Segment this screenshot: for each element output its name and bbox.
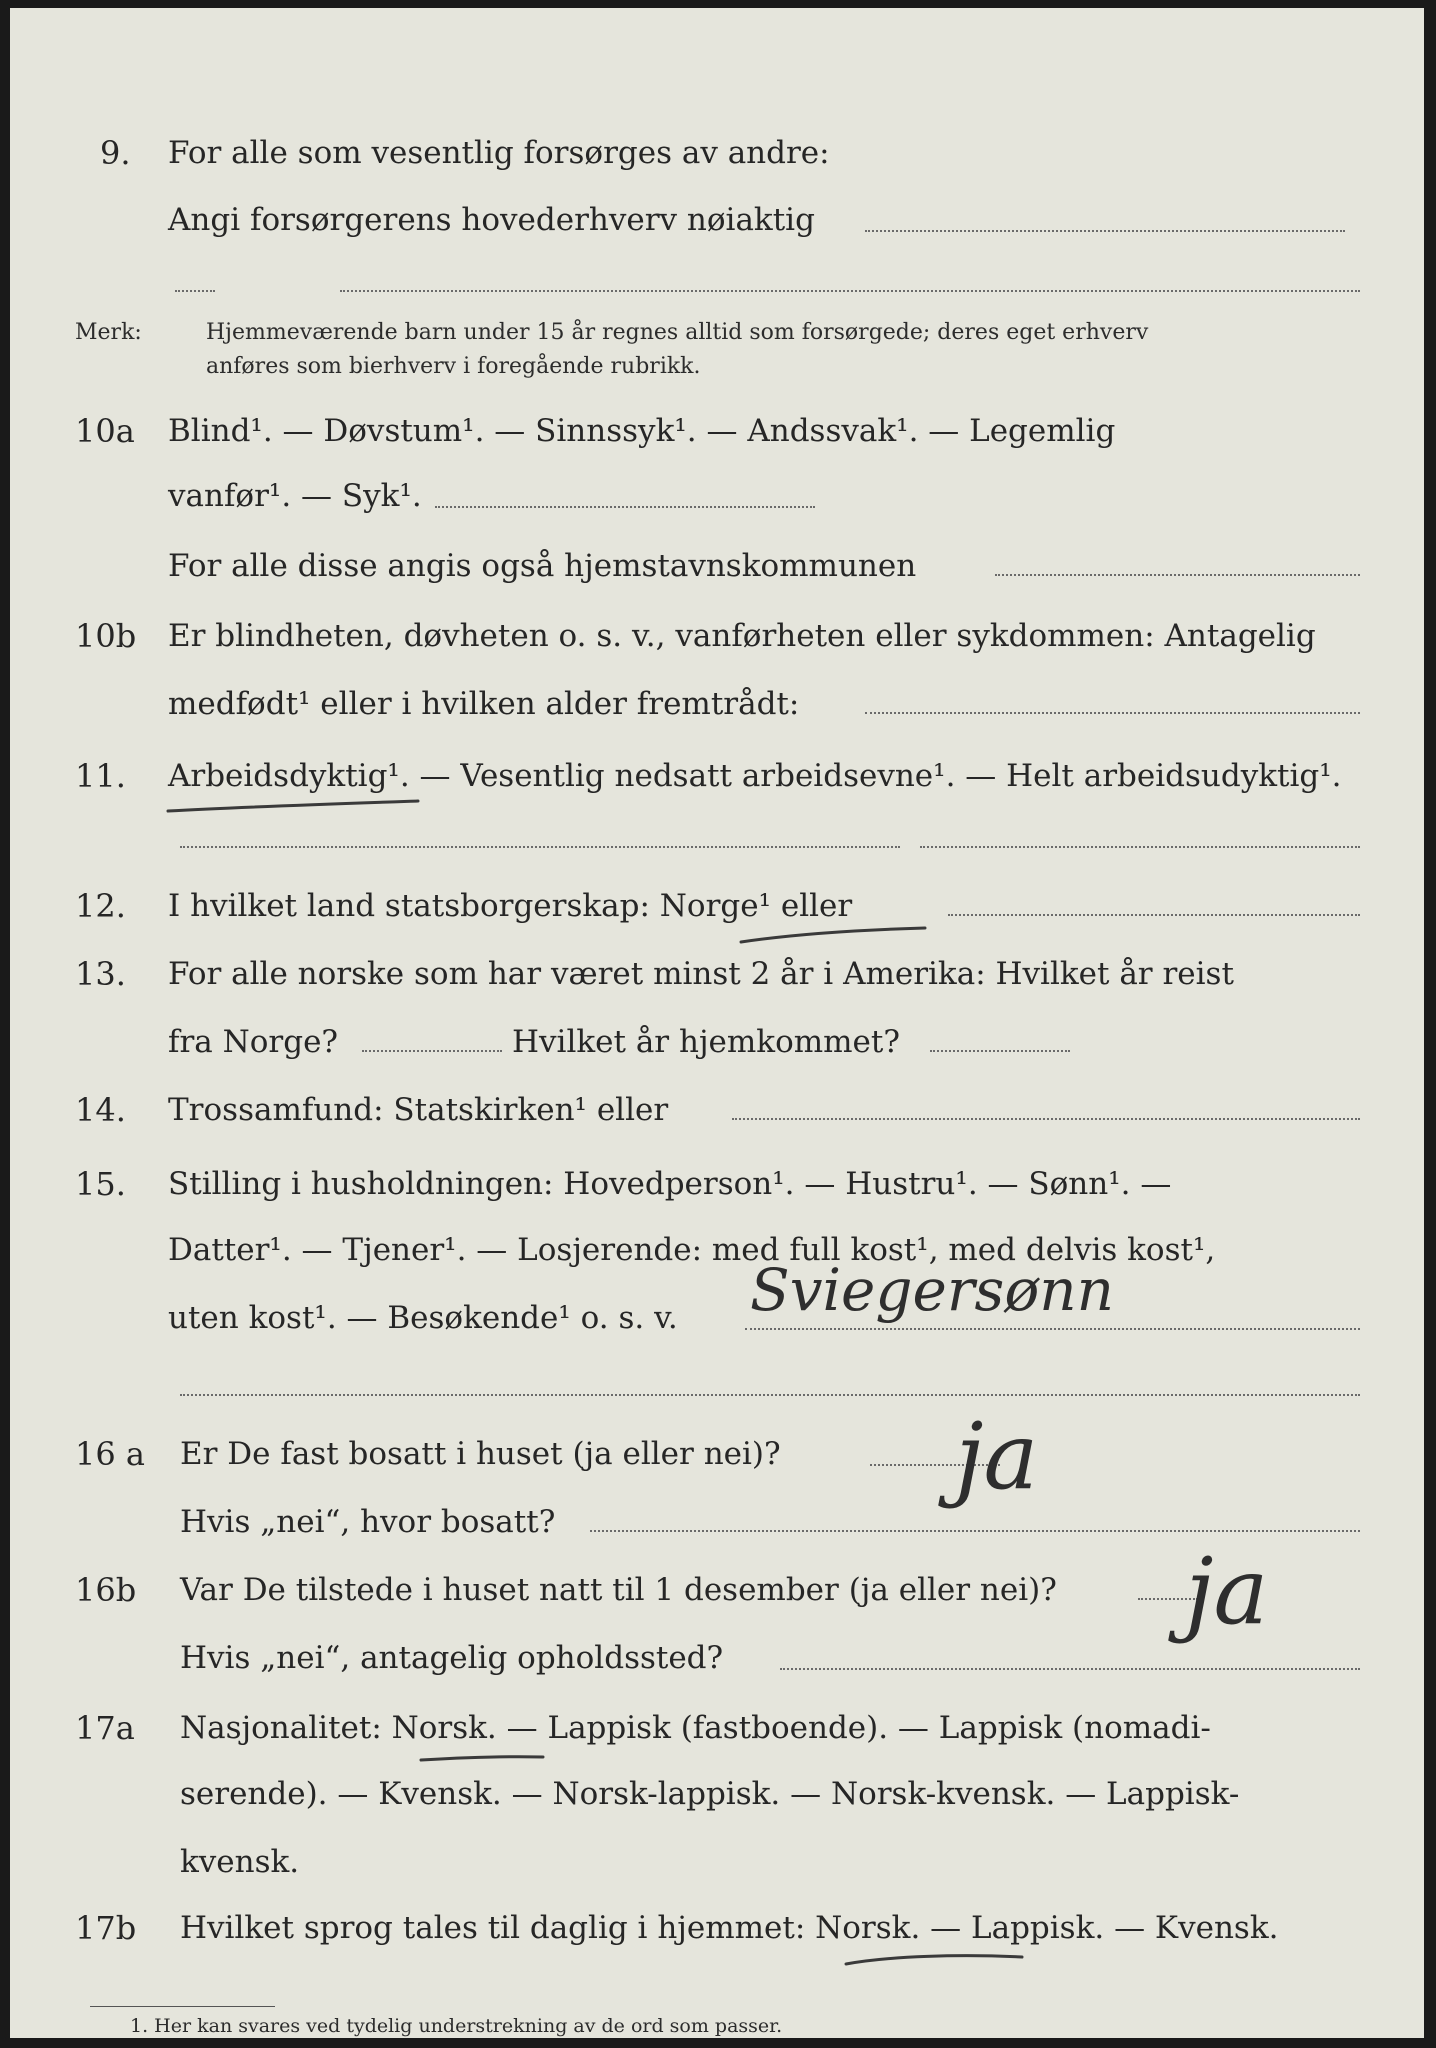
q16a-question-line2: Hvis „nei“, hvor bosatt? (180, 1504, 556, 1540)
q17a-number: 17a (75, 1709, 135, 1747)
q17a-question-line2: serende). — Kvensk. — Norsk-lappisk. — Norsk-kvensk. — Lappisk- (180, 1776, 1240, 1812)
q16b-number: 16b (75, 1571, 137, 1609)
merk-note-line2: anføres som bierhverv i foregående rubrikk. (206, 354, 701, 379)
q10b-number: 10b (75, 617, 137, 655)
q12-number: 12. (75, 887, 126, 925)
q9-answer-line (865, 230, 1345, 232)
q9-answer-line-2b (340, 290, 1360, 292)
q10b-answer-line (865, 712, 1360, 714)
q16b-question-line2: Hvis „nei“, antagelig opholdssted? (180, 1640, 724, 1676)
q13-year-returned-line (930, 1050, 1070, 1052)
q10a-question: Blind¹. — Døvstum¹. — Sinnssyk¹. — Andssvak¹. — Legemlig (168, 413, 1116, 449)
q16a-residence-line (590, 1530, 1360, 1532)
q15-question: Stilling i husholdningen: Hovedperson¹. — Hustru¹. — Sønn¹. — (168, 1166, 1172, 1202)
q13-question: For alle norske som har været minst 2 år i Amerika: Hvilket år reist (168, 956, 1234, 992)
q17a-underline-mark (415, 1752, 555, 1766)
q16b-question: Var De tilstede i huset natt til 1 desember (ja eller nei)? (180, 1572, 1057, 1608)
q16b-location-line (780, 1668, 1360, 1670)
q16b-handwritten-answer: ja (1185, 1538, 1269, 1645)
q15-question-line3: uten kost¹. — Besøkende¹ o. s. v. (168, 1300, 678, 1336)
q16a-question: Er De fast bosatt i huset (ja eller nei)? (180, 1436, 781, 1472)
q15-extra-line (180, 1394, 1360, 1396)
q13-year-left-line (362, 1050, 502, 1052)
q11-number: 11. (75, 757, 126, 795)
q15-answer-line (745, 1328, 1360, 1330)
q12-answer-line (948, 914, 1360, 916)
census-form-page (10, 8, 1424, 2038)
q14-number: 14. (75, 1091, 126, 1129)
q10a-question-line3: For alle disse angis også hjemstavnskommunen (168, 548, 917, 584)
q11-answer-line-b (920, 846, 1360, 848)
q13-number: 13. (75, 955, 126, 993)
footnote: 1. Her kan svares ved tydelig understrekning av de ord som passer. (130, 2015, 783, 2037)
q17a-question: Nasjonalitet: Norsk. — Lappisk (fastboende). — Lappisk (nomadi- (180, 1710, 1211, 1746)
q16a-number: 16 a (75, 1435, 145, 1473)
q12-underline-mark (735, 922, 935, 948)
q17b-number: 17b (75, 1909, 137, 1947)
q17b-underline-mark (840, 1948, 1030, 1970)
q9-number: 9. (100, 134, 131, 172)
q9-question-line2: Angi forsørgerens hovederhverv nøiaktig (168, 202, 815, 238)
q15-number: 15. (75, 1165, 126, 1203)
footnote-rule (90, 2006, 275, 2007)
q17a-question-line3: kvensk. (180, 1844, 300, 1880)
q10a-question-line2: vanfør¹. — Syk¹. (168, 478, 422, 514)
q11-question: Arbeidsdyktig¹. — Vesentlig nedsatt arbeidsevne¹. — Helt arbeidsudyktig¹. (168, 758, 1342, 794)
q15-handwritten-answer: Sviegersønn (750, 1256, 1114, 1324)
q17b-question: Hvilket sprog tales til daglig i hjemmet: Norsk. — Lappisk. — Kvensk. (180, 1910, 1279, 1946)
q9-answer-line-2a (175, 290, 215, 292)
q10b-question-line2: medfødt¹ eller i hvilken alder fremtrådt: (168, 686, 800, 722)
q14-question: Trossamfund: Statskirken¹ eller (168, 1092, 669, 1128)
q15-question-line2: Datter¹. — Tjener¹. — Losjerende: med full kost¹, med delvis kost¹, (168, 1232, 1216, 1268)
q10b-question: Er blindheten, døvheten o. s. v., vanførheten eller sykdommen: Antagelig (168, 618, 1316, 654)
merk-note-line1: Hjemmeværende barn under 15 år regnes alltid som forsørgede; deres eget erhverv (206, 320, 1149, 345)
q13-question-line2a: fra Norge? (168, 1024, 339, 1060)
q9-question: For alle som vesentlig forsørges av andre: (168, 135, 830, 171)
q10a-number: 10a (75, 412, 135, 450)
q11-answer-line-a (180, 846, 900, 848)
q11-underline-mark (160, 798, 430, 818)
q10a-hometown-line (995, 574, 1360, 576)
q14-answer-line (732, 1118, 1360, 1120)
merk-label: Merk: (75, 320, 142, 345)
q12-question: I hvilket land statsborgerskap: Norge¹ eller (168, 888, 853, 924)
q13-question-line2b: Hvilket år hjemkommet? (512, 1024, 900, 1060)
q10a-answer-line (435, 506, 815, 508)
q16a-handwritten-answer: ja (955, 1403, 1039, 1510)
